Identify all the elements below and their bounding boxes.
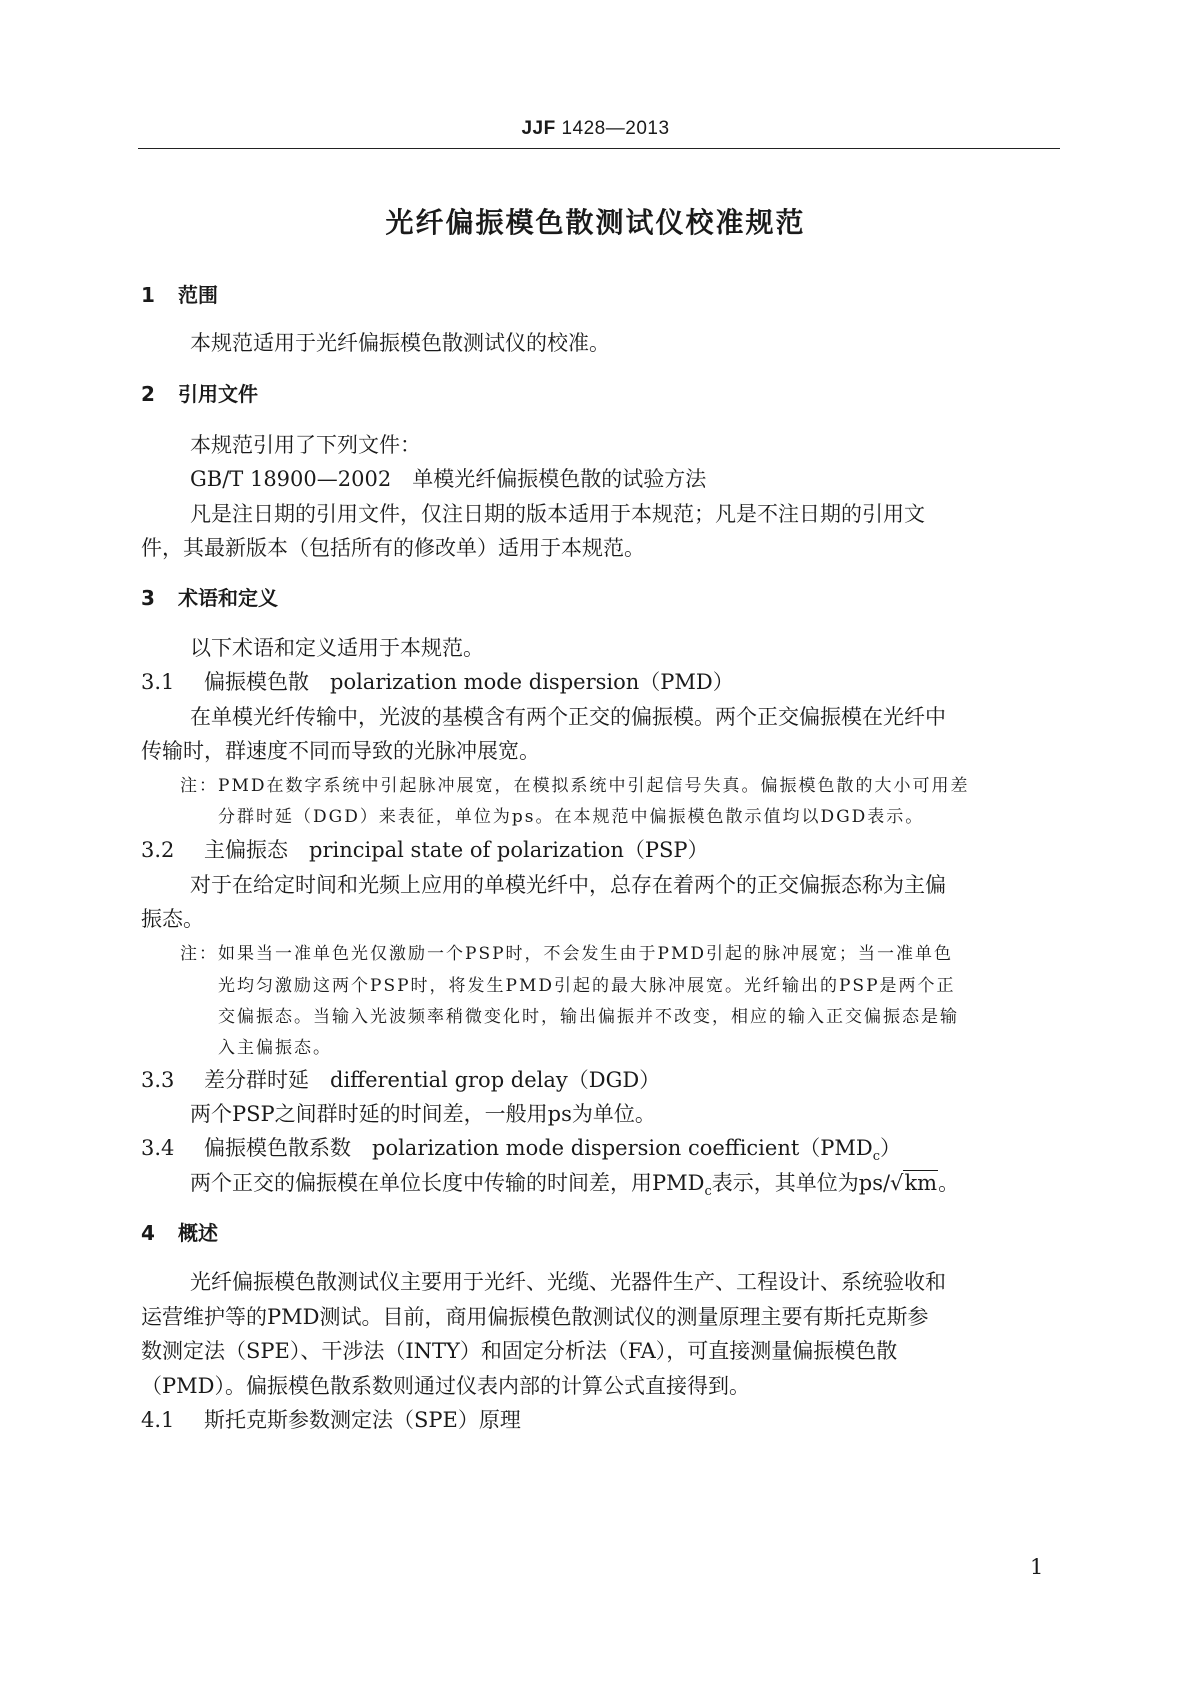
section-number: 1	[141, 283, 155, 307]
section-number: 3	[141, 586, 155, 610]
document-title: 光纤偏振模色散测试仪校准规范	[385, 206, 806, 239]
term-number: 3.1	[141, 670, 175, 694]
section-4-para-line2: 运营维护等的PMD测试。目前，商用偏振模色散测试仪的测量原理主要有斯托克斯参	[141, 1305, 929, 1329]
section-2-para-line1: 凡是注日期的引用文件，仅注日期的版本适用于本规范；凡是不注日期的引用文	[190, 502, 925, 526]
term-3-2-note-line1: 注：如果当一准单色光仅激励一个PSP时，不会发生由于PMD引起的脉冲展宽；当一准单色	[180, 944, 953, 964]
subscript: c	[704, 1184, 712, 1200]
section-4-para-line1: 光纤偏振模色散测试仪主要用于光纤、光缆、光器件生产、工程设计、系统验收和	[190, 1270, 946, 1294]
term-number: 3.2	[141, 838, 175, 862]
header-rule	[138, 148, 1060, 149]
term-title: 主偏振态 principal state of polarization（PSP）	[204, 838, 709, 862]
subsection-number: 4.1	[141, 1408, 175, 1432]
section-1-text: 本规范适用于光纤偏振模色散测试仪的校准。	[190, 331, 610, 355]
section-2-para-line2: 件，其最新版本（包括所有的修改单）适用于本规范。	[141, 536, 645, 560]
definition-text: 表示，其单位为ps/	[711, 1171, 891, 1195]
sqrt-icon: √	[890, 1171, 904, 1195]
subscript: c	[872, 1149, 881, 1165]
section-2-heading	[141, 380, 258, 408]
header-prefix: JJF	[521, 118, 556, 139]
term-3-2	[141, 836, 709, 864]
running-header	[0, 118, 1191, 140]
term-3-1-note-line1: 注：PMD在数字系统中引起脉冲展宽，在模拟系统中引起信号失真。偏振模色散的大小可用差	[180, 776, 970, 796]
term-3-2-definition-line2: 振态。	[141, 907, 204, 931]
section-number: 4	[141, 1221, 155, 1245]
section-4-para-line3: 数测定法（SPE）、干涉法（INTY）和固定分析法（FA），可直接测量偏振模色散	[141, 1339, 898, 1363]
term-3-2-note-line2: 光均匀激励这两个PSP时，将发生PMD引起的最大脉冲展宽。光纤输出的PSP是两个正	[218, 976, 956, 996]
term-3-2-definition-line1: 对于在给定时间和光频上应用的单模光纤中，总存在着两个的正交偏振态称为主偏	[190, 873, 946, 897]
definition-text: 两个正交的偏振模在单位长度中传输的时间差，用PMD	[190, 1171, 705, 1195]
term-3-1	[141, 668, 734, 696]
section-2-intro: 本规范引用了下列文件：	[190, 433, 421, 457]
term-3-4	[141, 1134, 901, 1171]
header-code: 1428—2013	[561, 118, 670, 139]
normative-reference: GB/T 18900—2002 单模光纤偏振模色散的试验方法	[190, 467, 707, 491]
page-number: 1	[1030, 1555, 1044, 1579]
term-number: 3.3	[141, 1068, 175, 1092]
term-3-2-note-line3: 交偏振态。当输入光波频率稍微变化时，输出偏振并不改变，相应的输入正交偏振态是输	[218, 1007, 959, 1027]
section-title: 引用文件	[178, 382, 258, 406]
sqrt-radicand: km	[904, 1171, 938, 1195]
term-3-3-definition: 两个PSP之间群时延的时间差，一般用ps为单位。	[190, 1102, 656, 1126]
term-title-end: ）	[880, 1136, 902, 1160]
term-3-4-definition	[190, 1169, 959, 1206]
section-3-heading	[141, 584, 278, 612]
subsection-4-1	[141, 1406, 521, 1434]
term-title: 差分群时延 differential grop delay（DGD）	[204, 1068, 661, 1092]
term-title: 偏振模色散 polarization mode dispersion（PMD）	[204, 670, 734, 694]
term-3-3	[141, 1066, 660, 1094]
section-title: 范围	[178, 283, 218, 307]
section-3-intro: 以下术语和定义适用于本规范。	[190, 636, 484, 660]
section-title: 术语和定义	[178, 586, 278, 610]
term-3-2-note-line4: 入主偏振态。	[218, 1038, 332, 1058]
term-3-1-note-line2: 分群时延（DGD）来表征，单位为ps。在本规范中偏振模色散示值均以DGD表示。	[218, 807, 925, 827]
section-title: 概述	[178, 1221, 218, 1245]
subsection-title: 斯托克斯参数测定法（SPE）原理	[204, 1408, 521, 1432]
term-title: 偏振模色散系数 polarization mode dispersion coefficient（PMD	[204, 1136, 873, 1160]
definition-end: 。	[938, 1171, 960, 1195]
section-4-para-line4: （PMD）。偏振模色散系数则通过仪表内部的计算公式直接得到。	[141, 1374, 750, 1398]
term-number: 3.4	[141, 1136, 175, 1160]
term-3-1-definition-line2: 传输时，群速度不同而导致的光脉冲展宽。	[141, 739, 540, 763]
section-1-heading	[141, 281, 218, 309]
section-4-heading	[141, 1219, 218, 1247]
term-3-1-definition-line1: 在单模光纤传输中，光波的基模含有两个正交的偏振模。两个正交偏振模在光纤中	[190, 705, 946, 729]
section-number: 2	[141, 382, 155, 406]
